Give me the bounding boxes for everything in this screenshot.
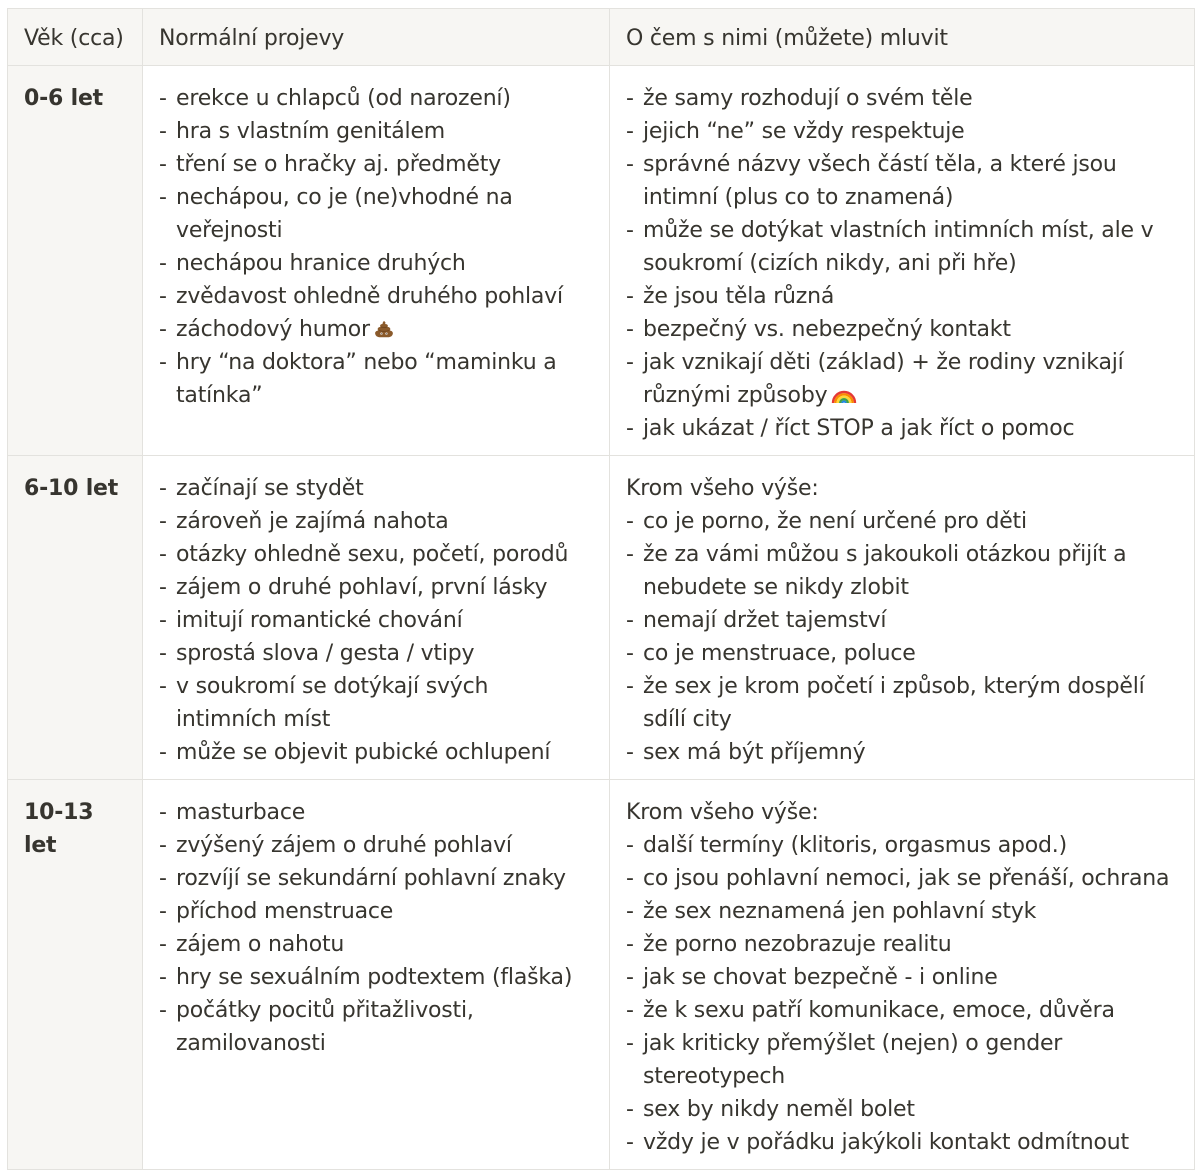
list-item: - tření se o hračky aj. předměty <box>159 148 595 181</box>
list-item: - že samy rozhodují o svém těle <box>626 82 1180 115</box>
list-item: - v soukromí se dotýkají svých intimních míst <box>159 670 595 736</box>
list-item: - zvýšený zájem o druhé pohlaví <box>159 829 595 862</box>
list-item: - že porno nezobrazuje realitu <box>626 928 1180 961</box>
age-guide-table-container <box>7 8 1194 1170</box>
age-cell: 0-6 let <box>8 66 143 456</box>
list-item: - zvědavost ohledně druhého pohlaví <box>159 280 595 313</box>
talk-list <box>626 829 1180 1159</box>
pile-of-poo-icon <box>374 320 394 338</box>
list-item: - hry “na doktora” nebo “maminku a tatínka” <box>159 346 595 412</box>
list-item: - že za vámi můžou s jakoukoli otázkou přijít a nebudete se nikdy zlobit <box>626 538 1180 604</box>
list-item: - může se objevit pubické ochlupení <box>159 736 595 769</box>
normal-cell <box>143 456 610 780</box>
talk-list <box>626 505 1180 769</box>
list-item: - hry se sexuálním podtextem (flaška) <box>159 961 595 994</box>
list-item: - sprostá slova / gesta / vtipy <box>159 637 595 670</box>
list-item-text: záchodový humor <box>176 317 370 342</box>
list-item: - zároveň je zajímá nahota <box>159 505 595 538</box>
list-item-text: jak vznikají děti (základ) + že rodiny vznikají různými způsoby <box>643 350 1124 408</box>
list-item <box>159 313 595 346</box>
normal-list <box>159 796 595 1060</box>
normal-cell <box>143 780 610 1170</box>
list-item: - že sex neznamená jen pohlavní styk <box>626 895 1180 928</box>
table-row <box>8 66 1195 456</box>
list-item: - co jsou pohlavní nemoci, jak se přenáší, ochrana <box>626 862 1180 895</box>
header-normal-behaviour: Normální projevy <box>143 9 610 66</box>
rainbow-icon <box>831 383 857 405</box>
list-item: - že k sexu patří komunikace, emoce, důvěra <box>626 994 1180 1027</box>
list-item: - počátky pocitů přitažlivosti, zamilovanosti <box>159 994 595 1060</box>
normal-cell <box>143 66 610 456</box>
list-item: - že sex je krom početí i způsob, kterým dospělí sdílí city <box>626 670 1180 736</box>
list-item: - jak ukázat / říct STOP a jak říct o pomoc <box>626 412 1180 445</box>
list-item: - další termíny (klitoris, orgasmus apod.) <box>626 829 1180 862</box>
list-item: - jak se chovat bezpečně - i online <box>626 961 1180 994</box>
talk-cell <box>610 456 1195 780</box>
list-item: - nechápou hranice druhých <box>159 247 595 280</box>
age-cell: 10-13 let <box>8 780 143 1170</box>
list-item: - sex má být příjemný <box>626 736 1180 769</box>
list-item: - hra s vlastním genitálem <box>159 115 595 148</box>
normal-list <box>159 472 595 769</box>
list-item <box>626 346 1180 412</box>
talk-cell <box>610 66 1195 456</box>
list-item: - co je porno, že není určené pro děti <box>626 505 1180 538</box>
list-item: - vždy je v pořádku jakýkoli kontakt odmítnout <box>626 1126 1180 1159</box>
list-item: - nemají držet tajemství <box>626 604 1180 637</box>
list-item: - otázky ohledně sexu, početí, porodů <box>159 538 595 571</box>
talk-intro: Krom všeho výše: <box>626 800 819 825</box>
list-item: - bezpečný vs. nebezpečný kontakt <box>626 313 1180 346</box>
list-item: - co je menstruace, poluce <box>626 637 1180 670</box>
table-row <box>8 456 1195 780</box>
list-item: - jejich “ne” se vždy respektuje <box>626 115 1180 148</box>
list-item: - správné názvy všech částí těla, a které jsou intimní (plus co to znamená) <box>626 148 1180 214</box>
age-guide-table <box>7 8 1195 1170</box>
list-item: - začínají se stydět <box>159 472 595 505</box>
age-cell: 6-10 let <box>8 456 143 780</box>
talk-list <box>626 82 1180 445</box>
list-item: - masturbace <box>159 796 595 829</box>
talk-intro: Krom všeho výše: <box>626 476 819 501</box>
list-item: - nechápou, co je (ne)vhodné na veřejnosti <box>159 181 595 247</box>
normal-list <box>159 82 595 412</box>
list-item: - zájem o nahotu <box>159 928 595 961</box>
header-what-to-talk-about: O čem s nimi (můžete) mluvit <box>610 9 1195 66</box>
list-item: - imitují romantické chování <box>159 604 595 637</box>
header-age: Věk (cca) <box>8 9 143 66</box>
list-item: - zájem o druhé pohlaví, první lásky <box>159 571 595 604</box>
talk-cell <box>610 780 1195 1170</box>
list-item: - jak kriticky přemýšlet (nejen) o gender stereotypech <box>626 1027 1180 1093</box>
list-item: - že jsou těla různá <box>626 280 1180 313</box>
list-item: - rozvíjí se sekundární pohlavní znaky <box>159 862 595 895</box>
header-row <box>8 9 1195 66</box>
table-row <box>8 780 1195 1170</box>
list-item: - erekce u chlapců (od narození) <box>159 82 595 115</box>
list-item: - příchod menstruace <box>159 895 595 928</box>
list-item: - sex by nikdy neměl bolet <box>626 1093 1180 1126</box>
list-item: - může se dotýkat vlastních intimních míst, ale v soukromí (cizích nikdy, ani při hře) <box>626 214 1180 280</box>
